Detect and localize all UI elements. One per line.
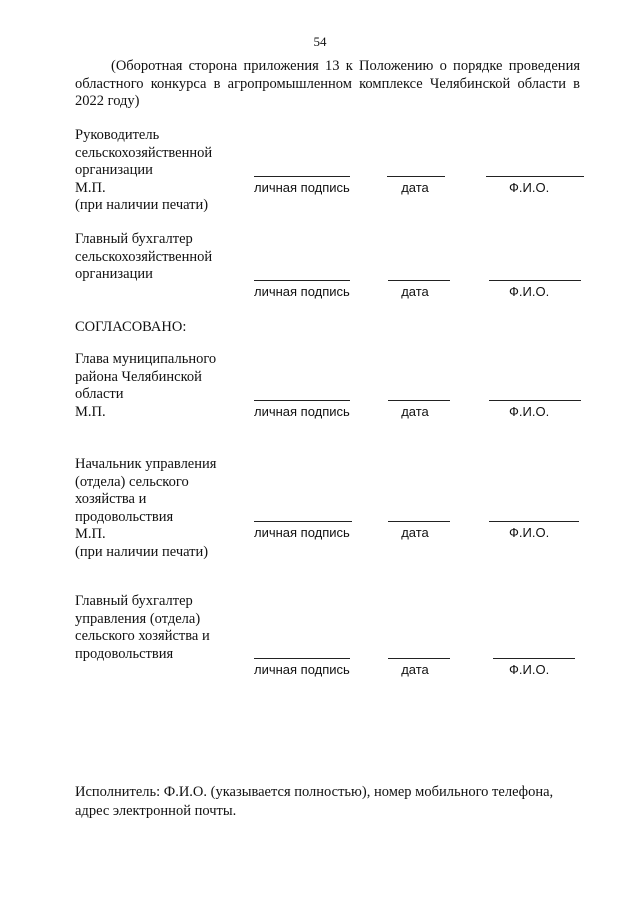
block-line: Руководитель <box>75 127 160 143</box>
date-caption: дата <box>401 662 429 677</box>
block-line: организации <box>75 266 153 282</box>
block-line: Главный бухгалтер <box>75 231 193 247</box>
signatory-block-chief-accountant <box>75 231 212 284</box>
block-line: продовольствия <box>75 508 174 525</box>
block-line: (при наличии печати) <box>75 543 209 560</box>
signature-line <box>254 176 350 177</box>
date-caption: дата <box>401 284 429 299</box>
block-line: М.П. <box>75 403 106 420</box>
block-line: района Челябинской <box>75 368 202 385</box>
date-caption: дата <box>401 180 429 195</box>
fio-caption: Ф.И.О. <box>509 525 550 540</box>
date-caption: дата <box>401 525 429 540</box>
signature-caption: личная подпись <box>254 525 350 540</box>
date-line <box>388 400 450 401</box>
signatory-block-department-accountant <box>75 593 210 663</box>
signature-caption: личная подпись <box>254 180 350 195</box>
date-line <box>387 176 445 177</box>
fio-caption: Ф.И.О. <box>509 404 550 419</box>
block-line: М.П. <box>75 526 106 542</box>
date-line <box>388 658 450 659</box>
block-line: Глава муниципального <box>75 351 217 367</box>
fio-line <box>489 280 581 281</box>
agreed-heading: СОГЛАСОВАНО: <box>75 319 187 335</box>
date-line <box>388 280 450 281</box>
block-line: Начальник управления <box>75 456 217 472</box>
fio-line <box>489 400 581 401</box>
block-line: сельскохозяйственной <box>75 248 213 265</box>
date-caption: дата <box>401 404 429 419</box>
executor-note: Исполнитель: Ф.И.О. (указывается полностью), номер мобильного телефона, адрес электронной почты. <box>75 784 554 819</box>
block-line: области <box>75 386 124 402</box>
block-line: управления (отдела) <box>75 610 201 627</box>
signature-line <box>254 400 350 401</box>
signatory-block-head <box>75 127 212 215</box>
signature-line <box>254 280 350 281</box>
block-line: (отдела) сельского <box>75 473 189 490</box>
page-number: 54 <box>313 34 327 49</box>
signatory-block-department-head <box>75 456 216 561</box>
date-line <box>388 521 450 522</box>
fio-caption: Ф.И.О. <box>509 180 550 195</box>
fio-caption: Ф.И.О. <box>509 284 550 299</box>
appendix-header: (Оборотная сторона приложения 13 к Положению о порядке проведения областного конкурса в агропромышленном комплексе Челябинской области в 2022 году) <box>75 58 580 109</box>
signatory-block-district-head <box>75 351 216 421</box>
signature-line <box>254 521 352 522</box>
block-line: продовольствия <box>75 645 174 662</box>
signature-caption: личная подпись <box>254 284 350 299</box>
fio-line <box>489 521 579 522</box>
fio-line <box>493 658 575 659</box>
block-line: сельскохозяйственной <box>75 144 213 161</box>
fio-caption: Ф.И.О. <box>509 662 550 677</box>
signature-caption: личная подпись <box>254 404 350 419</box>
block-line: Главный бухгалтер <box>75 593 193 609</box>
signature-line <box>254 658 350 659</box>
block-line: М.П. <box>75 179 106 196</box>
block-line: сельского хозяйства и <box>75 628 210 644</box>
block-line: хозяйства и <box>75 491 147 507</box>
fio-line <box>486 176 584 177</box>
block-line: (при наличии печати) <box>75 197 209 213</box>
block-line: организации <box>75 162 153 178</box>
signature-caption: личная подпись <box>254 662 350 677</box>
